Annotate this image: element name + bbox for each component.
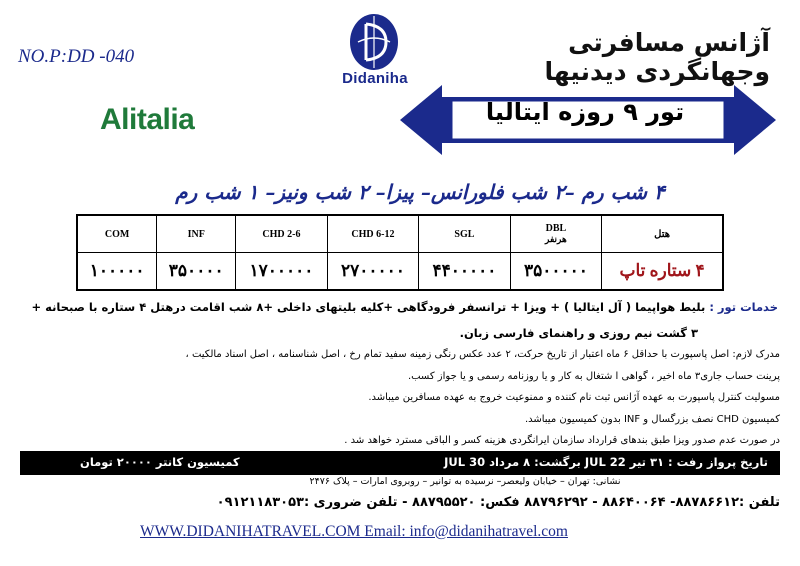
col-header-inf: INF (157, 215, 236, 253)
price-inf: ۳۵۰۰۰۰ (157, 253, 236, 291)
document-code: NO.P:DD -040 (18, 46, 135, 67)
agency-name: آژانس مسافرتی وجهانگردی دیدنیها (544, 28, 770, 86)
alitalia-logo-text: Alitalia (100, 103, 195, 136)
hotel-grade: ۴ ستاره تاپ (602, 253, 723, 291)
price-dbl: ۳۵۰۰۰۰۰ (510, 253, 601, 291)
tour-services (30, 294, 778, 346)
didaniha-globe-logo-icon (348, 12, 400, 72)
services-line-1 (30, 294, 778, 320)
alitalia-logo (100, 103, 194, 137)
note-line: کمیسیون CHD نصف بزرگسال و INF بدون کمیسیون میباشد. (524, 413, 780, 425)
price-chd-2-6: ۱۷۰۰۰۰۰ (236, 253, 327, 291)
price-com: ۱۰۰۰۰۰ (77, 253, 157, 291)
col-header-hotel: هتل (602, 215, 723, 253)
col-header-dbl (510, 215, 601, 253)
flight-dates: تاریخ پرواز رفت : ۳۱ تیر JUL 22 برگشت: ۸ مرداد JUL 30 (444, 455, 768, 469)
agency-address: نشانی: تهران – خیابان ولیعصر– نرسیده به توانیر – روبروی امارات – پلاک ۲۴۷۶ (309, 476, 621, 487)
note-line: مدرک لازم: اصل پاسپورت با حداقل ۶ ماه اعتبار از تاریخ حرکت، ۲ عدد عکس رنگی زمینه سفید تمام رخ ، اصل شناسنامه ، اصل اسناد مالکیت ، (185, 349, 780, 360)
price-sgl: ۴۴۰۰۰۰۰ (419, 253, 510, 291)
col-header-chd-2-6: CHD 2-6 (236, 215, 327, 253)
services-line-2: ۳ گشت نیم روزی و راهنمای فارسی زبان. (459, 326, 698, 340)
tour-title: تور ۹ روزه ایتالیا (485, 98, 685, 126)
note-line: مسولیت کنترل پاسپورت به عهده آژانس ثبت نام کننده و ممنوعیت خروج به عهده مسافرین میباشد. (368, 392, 780, 403)
logo-wordmark: Didaniha (342, 70, 408, 87)
table-header-row (77, 215, 723, 253)
col-header-dbl-label: DBL (545, 223, 567, 234)
contact-phones: تلفن :۸۸۷۸۶۶۱۲- ۸۸۶۴۰۰۶۴ - ۸۸۷۹۶۲۹۲ فکس: ۸۸۷۹۵۵۲۰ - تلفن ضروری :۰۹۱۲۱۱۸۳۰۵۳ (216, 495, 780, 510)
services-text-1: بلیط هواپیما ( آل ایتالیا ) + ویزا + ترانسفر فرودگاهی +کلیه بلیتهای داخلی +۸ شب اقامت درهتل ۴ ستاره با صبحانه + (31, 300, 706, 314)
flight-info-bar (20, 451, 780, 475)
price-chd-6-12: ۲۷۰۰۰۰۰ (327, 253, 418, 291)
table-row (77, 253, 723, 291)
col-header-dbl-sub: هرنفر (545, 234, 567, 244)
requirements-notes (25, 344, 780, 452)
note-line: پرینت حساب جاری۳ ماه اخیر ، گواهی ا شتغال به کار و یا روزنامه رسمی و یا جواز کسب. (407, 370, 780, 382)
col-header-sgl: SGL (419, 215, 510, 253)
website-email-link[interactable]: WWW.DIDANIHATRAVEL.COM Email: info@didanihatravel.com (140, 523, 568, 540)
col-header-com: COM (77, 215, 157, 253)
price-table (76, 214, 724, 291)
services-label: خدمات تور : (709, 300, 778, 314)
note-line: در صورت عدم صدور ویزا طبق بندهای قرارداد سازمان ایرانگردی هزینه کسر و الباقی مسترد خواهد شد . (344, 435, 780, 446)
tour-route: ۴ شب رم –۲ شب فلورانس– پیزا– ۲ شب ونیز– ۱ شب رم (175, 180, 665, 204)
col-header-chd-6-12: CHD 6-12 (327, 215, 418, 253)
counter-commission: کمیسیون کانتر ۲۰۰۰۰ تومان (80, 455, 240, 469)
